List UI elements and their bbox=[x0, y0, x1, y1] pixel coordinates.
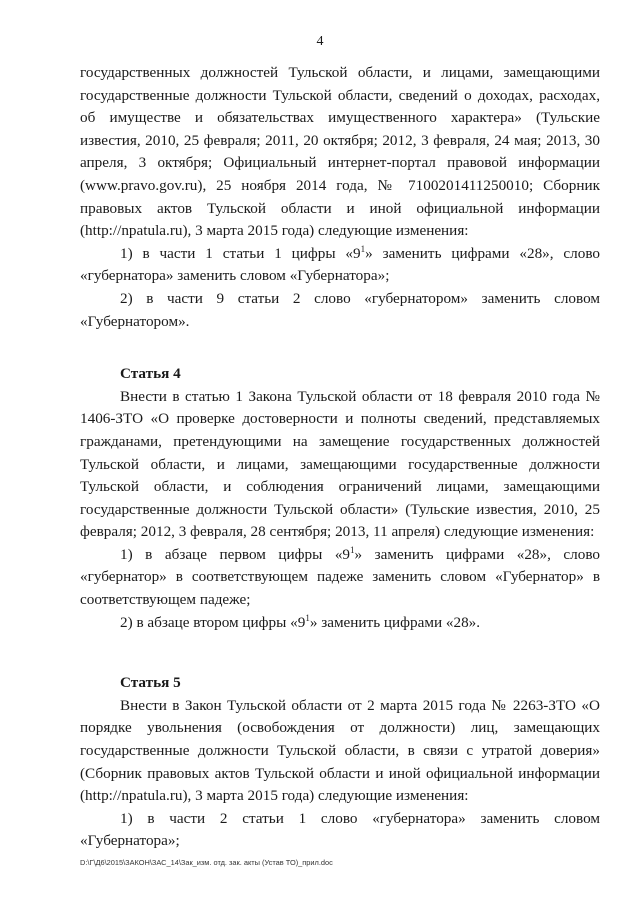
intro-item-1-text: 1) в части 1 статьи 1 цифры «9 bbox=[120, 244, 361, 262]
article-4-item-1-rest: » заменить цифрами «28», слово «губернатор» в соответствующем падеже заменить словом «Губернатор» в соответствующем падеже; bbox=[80, 545, 600, 609]
intro-item-1-rest: » заменить цифрами «28», слово «губернатора» заменить словом «Губернатора»; bbox=[80, 244, 600, 285]
intro-item-1-sup: 1 bbox=[360, 243, 366, 254]
article-4-item-2 bbox=[80, 612, 600, 635]
article-4-paragraph: Внести в статью 1 Закона Тульской области от 18 февраля 2010 года № 1406-ЗТО «О проверке достоверности и полноты сведений, представляемых гражданами, претендующими на замещение государственных должностей Тульской области, и лицами, замещающими государственные должности Тульской области, и соблюдения ограничений лицами, замещающими государственные должности Тульской области» (Тульские известия, 2010, 25 февраля; 2012, 3 февраля, 28 сентября; 2013, 11 апреля) следующие изменения: bbox=[80, 387, 600, 541]
intro-paragraph: государственных должностей Тульской области, и лицами, замещающими государственные должности Тульской области, сведений о доходах, расходах, об имуществе и обязательствах имущественного характера» (Тульские известия, 2010, 25 февраля; 2011, 20 октября; 2012, 3 февраля, 24 мая; 2013, 30 апреля, 3 октября; Официальный интернет-портал правовой информации (www.pravo.gov.ru), 25 ноября 2014 года, № 7100201411250010; Сборник правовых актов Тульской области и иной официальной информации (http://npatula.ru), 3 марта 2015 года) следующие изменения: bbox=[80, 64, 600, 240]
article-4-item-1 bbox=[80, 544, 600, 612]
footer-file-path: D:\Г\Д6\2015\ЗАКОН\ЗАС_14\Зак_изм. отд. зак. акты (Устав ТО)_прил.doc bbox=[80, 858, 333, 867]
article-4-item-1-text: 1) в абзаце первом цифры «9 bbox=[120, 545, 351, 563]
article-5-paragraph: Внести в Закон Тульской области от 2 марта 2015 года № 2263-ЗТО «О порядке увольнения (освобождения от должности) лиц, замещающих государственные должности Тульской области, в связи с утратой доверия» (Сборник правовых актов Тульской области и иной официальной информации (http://npatula.ru), 3 марта 2015 года) следующие изменения: bbox=[80, 696, 600, 805]
article-4-item-2-sup: 1 bbox=[305, 612, 310, 623]
document-body bbox=[80, 62, 600, 853]
article-4-heading: Статья 4 bbox=[120, 365, 181, 383]
article-4-item-2-rest: » заменить цифрами «28». bbox=[309, 613, 481, 631]
article-5-item-1: 1) в части 2 статьи 1 слово «губернатора» заменить словом «Губернатора»; bbox=[80, 809, 600, 850]
article-5-heading: Статья 5 bbox=[120, 674, 181, 692]
intro-item-2: 2) в части 9 статьи 2 слово «губернатором» заменить словом «Губернатором». bbox=[80, 289, 600, 330]
article-4-item-1-sup: 1 bbox=[350, 544, 355, 555]
page-number: 4 bbox=[316, 34, 324, 49]
intro-item-1 bbox=[80, 243, 600, 288]
article-4-item-2-text: 2) в абзаце втором цифры «9 bbox=[120, 613, 306, 631]
